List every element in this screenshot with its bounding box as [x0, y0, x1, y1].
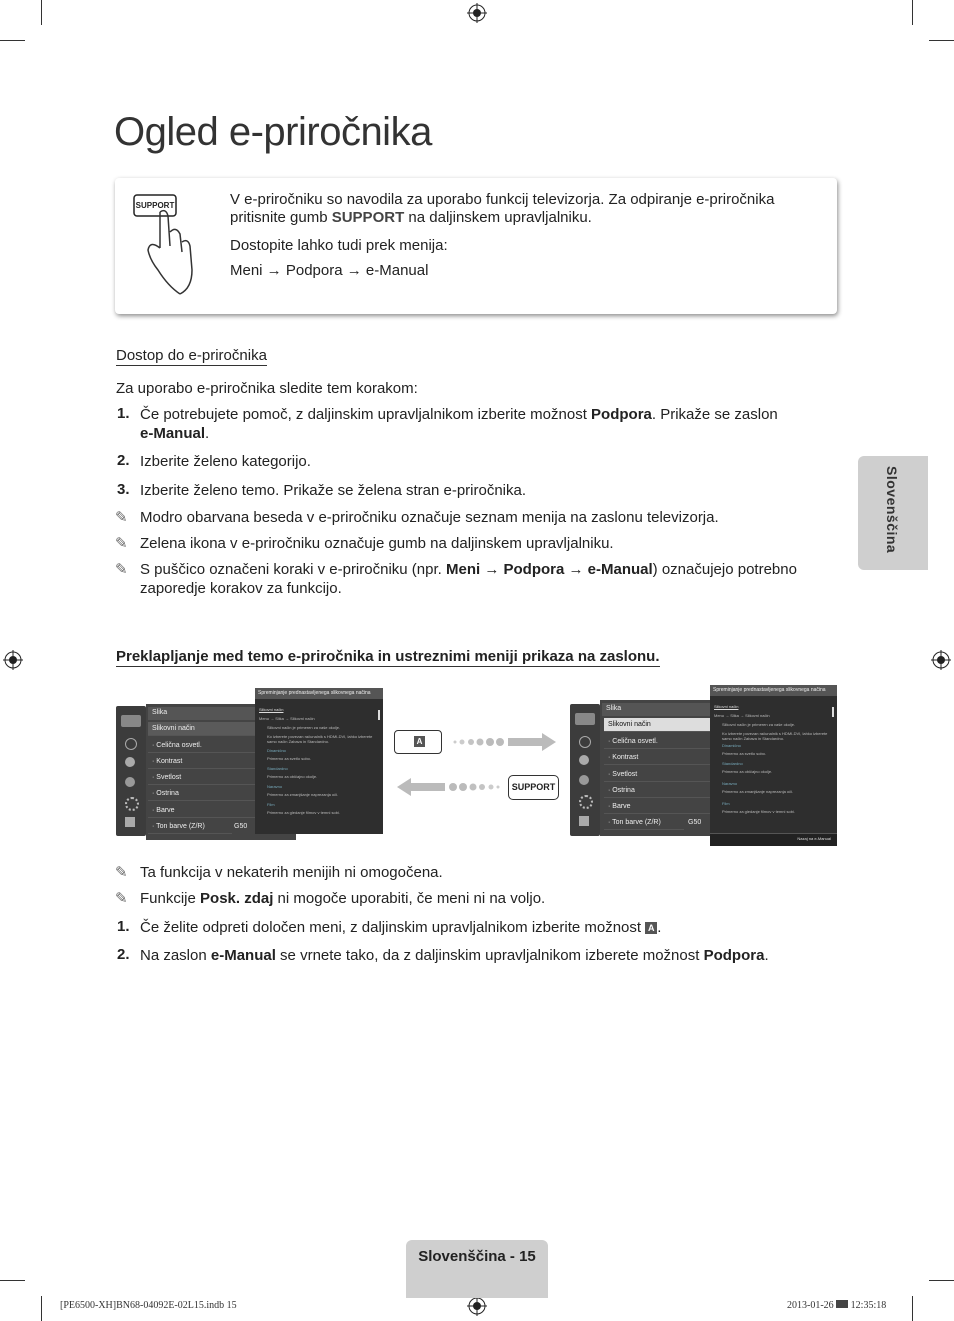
manual-header: Spreminjanje prednastavljenega slikovnega načina: [710, 685, 837, 696]
date: 2013-01-26: [787, 1300, 837, 1311]
manual-line: Ko izberete povezan računalnik s HDMI-DVI, lahko izberete samo način Zabava in Standardno.: [722, 731, 828, 741]
intro-line-3: Dostopite lahko tudi prek menija:: [230, 237, 448, 254]
gear-icon: [579, 795, 593, 809]
manual-line: Primerno za zmanjšanje naprezanja oči.: [267, 792, 339, 797]
text: .: [764, 947, 769, 964]
manual-line: Slikovni način je primeren za vaše okolje.: [267, 725, 341, 730]
manual-line: Standardno: [722, 761, 743, 766]
emanual-panel-right: [710, 685, 837, 845]
menu-item: · Kontrast: [148, 755, 258, 769]
text: Na zaslon: [140, 947, 211, 964]
step-number: 2.: [117, 946, 130, 963]
step-3-text: Izberite želeno temo. Prikaže se želena stran e-priročnika.: [140, 482, 527, 499]
crop-mark: [912, 0, 913, 25]
manual-line: Film: [722, 801, 730, 806]
menu-item: · Ostrina: [604, 784, 710, 798]
bold-text: e-Manual: [210, 947, 276, 964]
manual-line: Slikovni način je primeren za vaše okolje.: [722, 722, 796, 727]
intro-line-2-pre: pritisnite gumb: [230, 209, 328, 226]
page-title: Ogled e-priročnika: [114, 110, 432, 154]
manual-line: Primerno za običajno okolje.: [722, 769, 773, 774]
step-2-text: Izberite želeno kategorijo.: [140, 453, 311, 470]
support-key-label: SUPPORT: [135, 201, 175, 210]
manual-scrollbar: [378, 710, 380, 720]
registration-mark-icon: [467, 1296, 487, 1316]
note-pencil-icon: ✎: [115, 561, 128, 578]
manual-line: Dinamično: [267, 748, 286, 753]
note-text: [140, 889, 545, 908]
text: Če potrebujete pomoč, z daljinskim upravljalnikom izberite možnost: [140, 406, 592, 423]
manual-sub: Slikovni način: [714, 704, 739, 709]
gear-icon: [125, 797, 139, 811]
language-side-tab: [858, 456, 928, 570]
menu-icon: [575, 713, 595, 725]
note-text: Modro obarvana beseda v e-priročniku označuje seznam menija na zaslonu televizorja.: [140, 509, 719, 526]
note-text: Zelena ikona v e-priročniku označuje gumb na daljinskem upravljalniku.: [140, 535, 614, 552]
imprint-date: [787, 1300, 886, 1311]
manual-footer: Nazaj na e-Manual: [797, 836, 831, 841]
step-text: [140, 946, 769, 965]
registration-mark-icon: [467, 3, 487, 23]
menu-icon: [579, 736, 591, 748]
manual-line: Primerno za gledanje filmov v temni sobi.: [722, 809, 795, 814]
manual-line: Menu → Slika → Slikovni način: [714, 713, 770, 718]
language-label: Slovenščina: [884, 466, 900, 554]
menu-item: · Ton barve (Z/R): [604, 816, 684, 830]
text: ni mogoče uporabiti, če meni ni na voljo.: [273, 890, 546, 907]
text: se vrnete tako, da z daljinskim upravljalnikom izberete možnost: [275, 947, 704, 964]
text: zaporedje korakov za funkcijo.: [140, 580, 342, 597]
note-text: Ta funkcija v nekaterih menijih ni omogočena.: [140, 864, 443, 881]
text: Če želite odpreti določen meni, z daljinskim upravljalnikom izberite možnost: [140, 919, 646, 936]
text: ) označujejo potrebno: [652, 561, 797, 578]
book-icon: [579, 816, 589, 826]
manual-header: Spreminjanje prednastavljenega slikovnega načina: [255, 688, 383, 699]
menu-icon: [579, 775, 589, 785]
crop-mark: [929, 40, 954, 41]
key-support-button: SUPPORT: [508, 775, 559, 800]
menu-icon: [121, 715, 141, 727]
bold-text: Posk. zdaj: [200, 890, 274, 907]
step-number: 2.: [117, 452, 130, 469]
bold-text: Podpora: [703, 947, 765, 964]
crop-mark: [929, 1280, 954, 1281]
manual-line: Primerno za gledanje filmov v temni sobi.: [267, 810, 340, 815]
crop-mark: [912, 1296, 913, 1321]
crop-mark: [41, 0, 42, 25]
menu-item: · Celična osvetl.: [604, 735, 710, 749]
text: Funkcije: [140, 890, 201, 907]
book-icon: [125, 817, 135, 827]
imprint-file: [PE6500-XH]BN68-04092E-02L15.indb 15: [60, 1300, 237, 1311]
key-a-button: [394, 730, 442, 754]
arrow-left-icon: [395, 777, 505, 797]
menu-item: · Kontrast: [604, 751, 710, 765]
menu-icon: [125, 757, 135, 767]
intro-line-2-post: na daljinskem upravljalniku.: [408, 209, 592, 226]
menu-icon: [579, 755, 589, 765]
bold-text: e-Manual: [140, 425, 206, 442]
step-number: 1.: [117, 918, 130, 935]
bold-text: Meni → Podpora → e-Manual: [445, 561, 653, 578]
text: .: [205, 425, 210, 442]
menu-header: Slika: [148, 707, 298, 720]
tone-value: G50: [234, 823, 248, 830]
step-1-text: [140, 405, 840, 443]
manual-line: Film: [267, 802, 275, 807]
page-number: Slovenščina - 15: [418, 1248, 536, 1265]
emanual-panel-left: [255, 688, 383, 834]
menu-item: · Ostrina: [148, 787, 258, 801]
section1-lead: Za uporabo e-priročnika sledite tem korakom:: [116, 380, 418, 397]
arrow-right-icon: [452, 732, 558, 752]
manual-line: Naravno: [267, 784, 283, 789]
key-a-label: A: [414, 736, 425, 747]
manual-scrollbar: [832, 707, 834, 717]
glyph-icon: [836, 1300, 848, 1308]
support-keyword: SUPPORT: [331, 209, 405, 226]
manual-line: Primerno za svetlo sobo.: [267, 756, 312, 761]
note-pencil-icon: ✎: [115, 509, 128, 526]
manual-line: Standardno: [267, 766, 288, 771]
menu-path: Meni → Podpora → e-Manual: [230, 262, 429, 279]
manual-line: Primerno za zmanjšanje naprezanja oči.: [722, 789, 794, 794]
intro-line-1: V e-priročniku so navodila za uporabo funkcij televizorja. Za odpiranje e-priročnika: [230, 191, 775, 208]
step-text: [140, 918, 661, 937]
menu-item: · Ton barve (Z/R): [148, 820, 232, 834]
text: . Prikaže se zaslon: [651, 406, 778, 423]
note-pencil-icon: ✎: [115, 864, 128, 881]
key-a-icon: A: [645, 922, 657, 934]
crop-mark: [0, 40, 25, 41]
manual-line: Naravno: [722, 781, 738, 786]
manual-line: Ko izberete povezan računalnik s HDMI-DVI, lahko izberete samo način Zabava in Standardno.: [267, 734, 373, 744]
menu-item: · Barve: [604, 800, 710, 814]
step-number: 1.: [117, 405, 130, 422]
note-text: [140, 560, 840, 598]
menu-header: Slika: [602, 703, 710, 716]
menu-item: · Svetlost: [148, 771, 258, 785]
menu-icon: [125, 777, 135, 787]
bold-text: Podpora: [591, 406, 652, 423]
menu-item: · Svetlost: [604, 768, 710, 782]
tone-value: G50: [688, 819, 702, 826]
manual-line: Primerno za običajno okolje.: [267, 774, 318, 779]
crop-mark: [0, 1280, 25, 1281]
manual-line: Dinamično: [722, 743, 741, 748]
menu-item: · Barve: [148, 804, 258, 818]
note-pencil-icon: ✎: [115, 535, 128, 552]
manual-sub: Slikovni način: [259, 707, 284, 712]
menu-item-selected: Slikovni način: [604, 718, 710, 732]
crop-mark: [41, 1296, 42, 1321]
text: S puščico označeni koraki v e-priročniku (npr.: [140, 561, 446, 578]
intro-line-2: [230, 209, 592, 226]
page-number-tab: [406, 1240, 548, 1298]
step-number: 3.: [117, 481, 130, 498]
note-pencil-icon: ✎: [115, 890, 128, 907]
menu-icon: [125, 738, 137, 750]
manual-line: Primerno za svetlo sobo.: [722, 751, 767, 756]
time: 12:35:18: [850, 1300, 887, 1311]
text: .: [657, 919, 662, 936]
manual-line: Menu → Slika → Slikovni način: [259, 716, 315, 721]
registration-mark-icon: [3, 650, 23, 670]
registration-mark-icon: [931, 650, 951, 670]
section-heading-access: Dostop do e-priročnika: [116, 347, 267, 364]
section-heading-switching: Preklapljanje med temo e-priročnika in ustreznimi meniji prikaza na zaslonu.: [116, 648, 660, 665]
menu-item: · Celična osvetl.: [148, 739, 258, 753]
menu-item: Slikovni način: [148, 722, 258, 736]
